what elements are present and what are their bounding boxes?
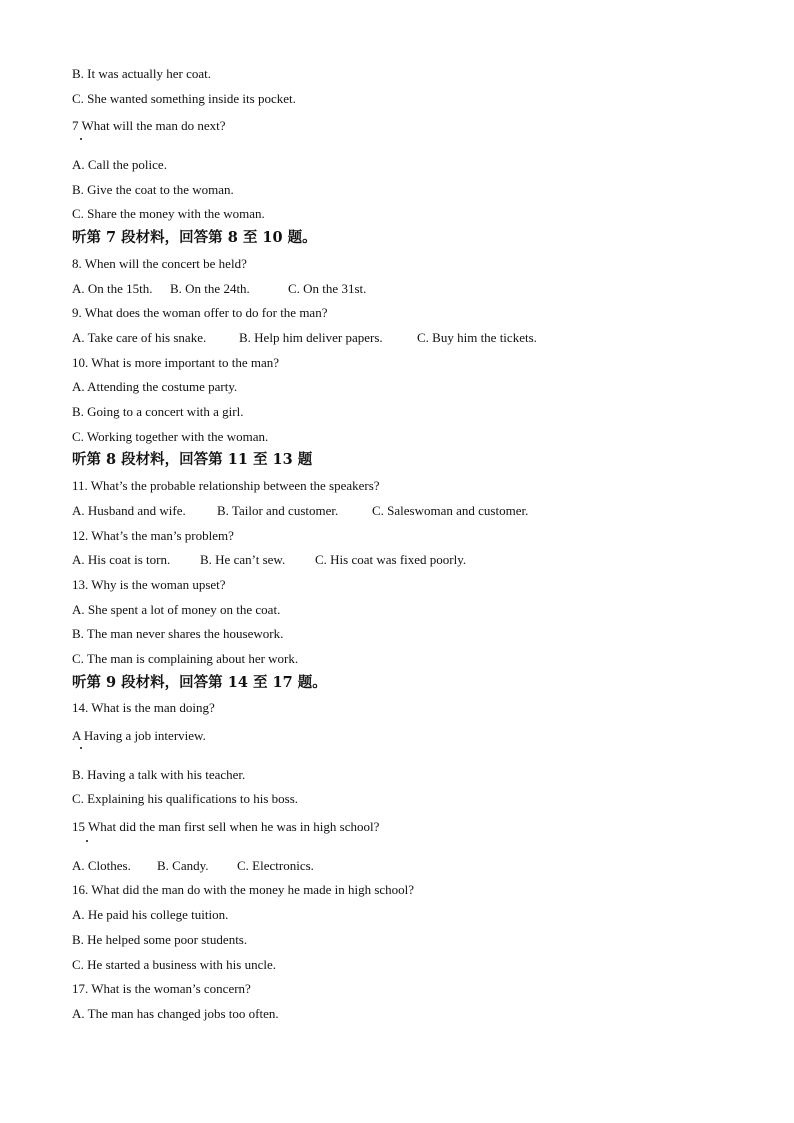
q16-option-c: C. He started a business with his uncle.	[72, 957, 276, 972]
q10-question: 10. What is more important to the man?	[72, 355, 279, 370]
section-heading-7: 听第 7 段材料，回答第 8 至 10 题。	[72, 229, 317, 246]
q9-option-c: C. Buy him the tickets.	[417, 330, 537, 345]
q8-option-a: A. On the 15th.	[72, 281, 153, 296]
q8-question: 8. When will the concert be held?	[72, 256, 247, 271]
section-heading-8: 听第 8 段材料，回答第 11 至 13 题	[72, 451, 313, 468]
q10-option-c: C. Working together with the woman.	[72, 429, 269, 444]
q12-question: 12. What’s the man’s problem?	[72, 528, 234, 543]
q9-question: 9. What does the woman offer to do for the man?	[72, 305, 328, 320]
q13-option-c: C. The man is complaining about her work.	[72, 651, 299, 666]
section-heading-9: 听第 9 段材料，回答第 14 至 17 题。	[72, 674, 327, 691]
q11-question: 11. What’s the probable relationship between the speakers?	[72, 478, 380, 493]
q14-option-b: B. Having a talk with his teacher.	[72, 767, 246, 782]
q10-option-a: A. Attending the costume party.	[72, 379, 238, 394]
q13-question: 13. Why is the woman upset?	[72, 577, 226, 592]
q7-question: 7 What will the man do next?	[72, 118, 226, 133]
q12-option-a: A. His coat is torn.	[72, 552, 171, 567]
q9-option-b: B. Help him deliver papers.	[239, 330, 383, 345]
q8-option-c: C. On the 31st.	[288, 281, 367, 296]
q9-options	[72, 330, 537, 346]
q15-question: 15 What did the man first sell when he was in high school?	[72, 819, 380, 834]
dot-mark	[86, 840, 88, 842]
dot-mark	[80, 747, 82, 749]
q11-option-c: C. Saleswoman and customer.	[372, 503, 529, 518]
q7-option-c: C. Share the money with the woman.	[72, 206, 265, 221]
q14-question: 14. What is the man doing?	[72, 700, 215, 715]
q13-option-b: B. The man never shares the housework.	[72, 626, 284, 641]
q17-question: 17. What is the woman’s concern?	[72, 981, 251, 996]
q11-option-a: A. Husband and wife.	[72, 503, 186, 518]
q7-option-a: A. Call the police.	[72, 157, 167, 172]
q14-option-a: A Having a job interview.	[72, 728, 206, 743]
q12-options	[72, 552, 466, 568]
q11-options	[72, 503, 528, 519]
q16-option-b: B. He helped some poor students.	[72, 932, 248, 947]
q16-question: 16. What did the man do with the money he made in high school?	[72, 882, 415, 897]
q15-option-a: A. Clothes.	[72, 858, 131, 873]
q6-option-c: C. She wanted something inside its pocket.	[72, 91, 296, 106]
q13-option-a: A. She spent a lot of money on the coat.	[72, 602, 281, 617]
q17-option-a: A. The man has changed jobs too often.	[72, 1006, 279, 1021]
q15-option-b: B. Candy.	[157, 858, 209, 873]
q6-option-b: B. It was actually her coat.	[72, 66, 211, 81]
q8-options	[72, 281, 366, 297]
dot-mark	[80, 138, 82, 140]
q16-option-a: A. He paid his college tuition.	[72, 907, 229, 922]
q7-option-b: B. Give the coat to the woman.	[72, 182, 234, 197]
q12-option-c: C. His coat was fixed poorly.	[315, 552, 467, 567]
q12-option-b: B. He can’t sew.	[200, 552, 286, 567]
q10-option-b: B. Going to a concert with a girl.	[72, 404, 244, 419]
q9-option-a: A. Take care of his snake.	[72, 330, 207, 345]
q14-option-c: C. Explaining his qualifications to his boss.	[72, 791, 299, 806]
q11-option-b: B. Tailor and customer.	[217, 503, 339, 518]
q8-option-b: B. On the 24th.	[170, 281, 250, 296]
q15-options	[72, 858, 314, 874]
q15-option-c: C. Electronics.	[237, 858, 314, 873]
